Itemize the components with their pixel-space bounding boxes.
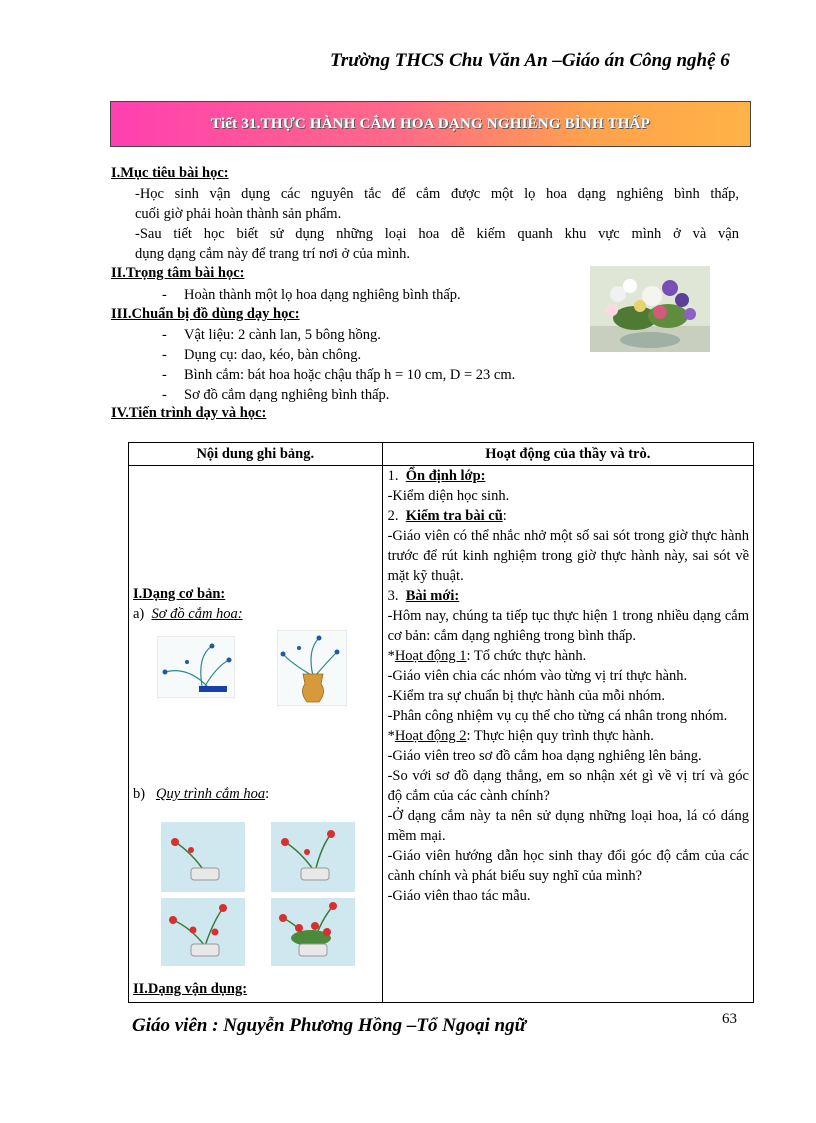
activity-text: -Phân công nhiệm vụ cụ thể cho từng cá nhân trong nhóm. xyxy=(387,708,728,724)
focus-item-text: Hoàn thành một lọ hoa dạng nghiêng bình thấp. xyxy=(184,287,461,303)
objectives-line-2: cuối giờ phải hoàn thành sản phẩm. xyxy=(135,206,342,222)
activity-text: -Giáo viên thao tác mẫu. xyxy=(387,888,531,904)
activity-text: -Giáo viên chia các nhóm vào từng vị trí thực hành. xyxy=(387,668,688,684)
materials-item: - Vật liệu: 2 cành lan, 5 bông hồng. xyxy=(162,327,381,343)
item-b-colon: : xyxy=(265,786,270,802)
step-3-heading: Bài mới: xyxy=(405,588,460,604)
footer-teacher: Giáo viên : Nguyễn Phương Hồng –Tổ Ngoại ngữ xyxy=(132,1015,526,1036)
step-2-heading: Kiểm tra bài cũ xyxy=(405,508,503,524)
activity-text: -Kiểm tra sự chuẩn bị thực hành của mỗi nhóm. xyxy=(387,688,666,704)
materials-item-text: Dụng cụ: dao, kéo, bàn chông. xyxy=(184,347,362,363)
arrangement-diagram-low-bowl xyxy=(157,636,235,698)
section-process-heading: IV.Tiến trình dạy và học: xyxy=(111,405,267,421)
materials-item: - Dụng cụ: dao, kéo, bàn chông. xyxy=(162,347,362,363)
step-1-heading: Ổn định lớp: xyxy=(405,468,486,484)
materials-item: - Sơ đồ cắm dạng nghiêng bình thấp. xyxy=(162,387,390,403)
section-objectives-heading: I.Mục tiêu bài học: xyxy=(111,165,229,181)
activity-text: -Giáo viên treo sơ đồ cắm hoa dạng nghiêng lên bảng. xyxy=(387,748,702,764)
lesson-process-table xyxy=(128,442,754,1003)
col-header-activities: Hoạt động của thầy và trò. xyxy=(382,443,753,466)
document-header: Trường THCS Chu Văn An –Giáo án Công nghệ 6 xyxy=(330,50,730,71)
activity-text: -Hôm nay, chúng ta tiếp tục thực hiện 1 trong nhiều dạng cắm cơ bản: cắm dạng nghiêng trong bình thấp. xyxy=(387,608,749,644)
focus-item: - Hoàn thành một lọ hoa dạng nghiêng bình thấp. xyxy=(162,287,461,303)
activities-cell: 1. Ổn định lớp: -Kiểm diện học sinh. 2. Kiểm tra bài cũ: -Giáo viên có thể nhắc nhở một số sai sót trong giờ thực hành trước để rút kinh nghiệm trong giờ thực hành này, sai sót về mặt kỹ thuật. 3. Bài mới: -Hôm nay, chúng ta tiếp tục thực hiện 1 trong nhiều dạng cắm cơ bản: cắm dạng nghiêng trong bình thấp. *Hoạt động 1: Tổ chức thực hành. -Giáo viên chia các nhóm vào từng vị trí thực hành. -Kiểm tra sự chuẩn bị thực hành của mỗi nhóm. -Phân công nhiệm vụ cụ thể cho từng cá nhân trong nhóm. *Hoạt động 2: Thực hiện quy trình thực hành. -Giáo viên treo sơ đồ cắm hoa dạng nghiêng lên bảng. -So với sơ đồ dạng thẳng, em so nhận xét gì về vị trí và góc độ cắm của các cành chính? -Ở dạng cắm này ta nên sử dụng những loại hoa, lá có dáng mềm mại. -Giáo viên hướng dẫn học sinh thay đổi góc độ cắm của các cành chính và phát biểu suy nghĩ của mình? -Giáo viên thao tác mẫu. xyxy=(382,466,753,1003)
col-header-board-content: Nội dung ghi bảng. xyxy=(129,443,383,466)
activity-text: -Giáo viên hướng dẫn học sinh thay đổi góc độ cắm của các cành chính và phát biểu suy nghĩ của mình? xyxy=(387,848,749,884)
arrangement-diagram-vase xyxy=(277,630,347,706)
activity-text: -So với sơ đồ dạng thẳng, em so nhận xét gì về vị trí và góc độ cắm của các cành chính? xyxy=(387,768,749,804)
flower-arrangement-photo xyxy=(590,266,710,352)
arrangement-diagram-label: Sơ đồ cắm hoa: xyxy=(151,606,243,622)
page-number: 63 xyxy=(722,1011,737,1027)
process-step-photo-1 xyxy=(161,822,245,892)
activity-text: -Ở dạng cắm này ta nên sử dụng những loại hoa, lá có dáng mềm mại. xyxy=(387,808,749,844)
arrangement-process-label: Quy trình cắm hoa xyxy=(155,786,266,802)
objectives-line-1: -Học sinh vận dụng các nguyên tắc để cắm được một lọ hoa dạng nghiêng bình thấp, xyxy=(135,186,739,202)
lesson-title: Tiết 31.THỰC HÀNH CẮM HOA DẠNG NGHIÊNG BÌNH THẤP xyxy=(211,115,650,132)
objectives-line-3: -Sau tiết học biết sử dụng những loại hoa dễ kiếm quanh khu vực mình ở và vận xyxy=(135,226,739,242)
materials-item-text: Bình cắm: bát hoa hoặc chậu thấp h = 10 cm, D = 23 cm. xyxy=(184,367,516,383)
board-content-cell xyxy=(129,466,383,1003)
applied-form-heading: II.Dạng vận dụng: xyxy=(133,981,248,997)
materials-item: - Bình cắm: bát hoa hoặc chậu thấp h = 10 cm, D = 23 cm. xyxy=(162,367,516,383)
materials-item-text: Vật liệu: 2 cành lan, 5 bông hồng. xyxy=(184,327,381,343)
process-step-photo-2 xyxy=(271,822,355,892)
section-materials-heading: III.Chuẩn bị đồ dùng dạy học: xyxy=(111,306,300,322)
lesson-title-banner xyxy=(110,101,751,147)
basic-form-heading: I.Dạng cơ bản: xyxy=(133,586,226,602)
item-b-label: b) xyxy=(133,786,146,802)
activity-text: -Giáo viên có thể nhắc nhở một số sai sót trong giờ thực hành trước để rút kinh nghiệm trong giờ thực hành này, sai sót về mặt kỹ thuật. xyxy=(387,528,749,584)
item-a-label: a) xyxy=(133,606,145,622)
activity-text: -Kiểm diện học sinh. xyxy=(387,488,510,504)
process-step-photo-3 xyxy=(161,898,245,966)
materials-item-text: Sơ đồ cắm dạng nghiêng bình thấp. xyxy=(184,387,390,403)
activity-2-label: Hoạt động 2 xyxy=(394,728,467,744)
activity-2-line: *Hoạt động 2: Thực hiện quy trình thực hành. xyxy=(387,728,654,744)
process-step-photo-4 xyxy=(271,898,355,966)
activity-1-line: *Hoạt động 1: Tổ chức thực hành. xyxy=(387,648,587,664)
objectives-line-4: dụng dạng cắm này để trang trí nơi ở của mình. xyxy=(135,246,411,262)
section-focus-heading: II.Trọng tâm bài học: xyxy=(111,265,245,281)
activity-1-label: Hoạt động 1 xyxy=(394,648,467,664)
